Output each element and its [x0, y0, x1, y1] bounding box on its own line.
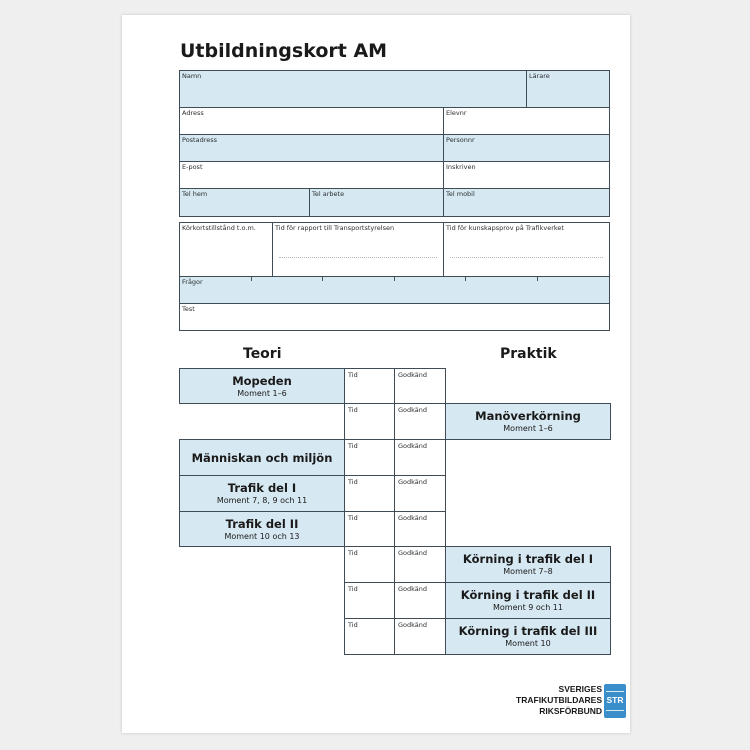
- time-cell[interactable]: [344, 475, 395, 512]
- theory-heading: Teori: [243, 346, 282, 362]
- address-label: Adress: [182, 109, 204, 117]
- dotted-line: [450, 257, 603, 258]
- phone-mobile-field[interactable]: [443, 188, 610, 217]
- approved-label: Godkänd: [398, 621, 428, 629]
- practice-item-subtitle: Moment 7–8: [503, 567, 553, 576]
- time-label: Tid: [348, 585, 358, 593]
- theory-item-title: Trafik del I: [227, 481, 297, 495]
- str-logo-icon: [604, 684, 626, 718]
- theory-item: [179, 475, 345, 512]
- approved-cell[interactable]: [394, 475, 446, 512]
- phone-home-label: Tel hem: [182, 190, 208, 198]
- teacher-field[interactable]: [526, 70, 610, 108]
- approved-label: Godkänd: [398, 406, 428, 414]
- practice-item-title: Körning i trafik del I: [462, 552, 594, 566]
- phone-home-field[interactable]: [179, 188, 310, 217]
- approved-cell[interactable]: [394, 403, 446, 440]
- organization-name: [474, 684, 602, 717]
- theory-item-title: Trafik del II: [225, 516, 299, 531]
- tick-mark: [465, 277, 466, 281]
- theory-item-subtitle: Moment 1–6: [237, 388, 287, 398]
- learner-permit-field[interactable]: [179, 222, 273, 277]
- approved-label: Godkänd: [398, 549, 428, 557]
- phone-work-label: Tel arbete: [312, 190, 345, 198]
- approved-cell[interactable]: [394, 618, 446, 655]
- test-label: Test: [182, 305, 195, 313]
- approved-label: Godkänd: [398, 371, 428, 379]
- postal-address-label: Postadress: [182, 136, 218, 144]
- time-label: Tid: [348, 406, 358, 414]
- time-cell[interactable]: [344, 368, 395, 404]
- knowledge-test-field[interactable]: [443, 222, 610, 277]
- approved-cell[interactable]: [394, 546, 446, 583]
- approved-cell[interactable]: [394, 511, 446, 547]
- theory-item-subtitle: Moment 10 och 13: [224, 531, 300, 541]
- email-field[interactable]: [179, 161, 444, 189]
- theory-item-subtitle: Moment 7, 8, 9 och 11: [216, 496, 308, 505]
- student-number-field[interactable]: [443, 107, 610, 135]
- time-cell[interactable]: [344, 439, 395, 476]
- organization-name-line: SVERIGES: [558, 684, 602, 694]
- name-label: Namn: [182, 72, 202, 80]
- form-title: Utbildningskort AM: [180, 40, 388, 62]
- theory-item: [179, 511, 345, 547]
- questions-label: Frågor: [182, 278, 203, 286]
- logo-stripe: [606, 691, 624, 692]
- teacher-label: Lärare: [529, 72, 550, 80]
- knowledge-test-label: Tid för kunskapsprov på Trafikverket: [446, 224, 564, 232]
- test-field[interactable]: [179, 303, 610, 331]
- practice-item-subtitle: Moment 9 och 11: [493, 603, 563, 612]
- time-label: Tid: [348, 442, 358, 450]
- approved-label: Godkänd: [398, 514, 428, 522]
- student-number-label: Elevnr: [446, 109, 467, 117]
- time-cell[interactable]: [344, 511, 395, 547]
- approved-label: Godkänd: [398, 585, 428, 593]
- time-label: Tid: [348, 478, 358, 486]
- theory-item-title: Människan och miljön: [191, 450, 333, 465]
- questions-field[interactable]: [179, 276, 610, 304]
- tick-mark: [537, 277, 538, 281]
- report-time-label: Tid för rapport till Transportstyrelsen: [275, 224, 395, 232]
- practice-item: [445, 546, 611, 583]
- approved-label: Godkänd: [398, 478, 428, 486]
- postal-address-field[interactable]: [179, 134, 444, 162]
- personal-number-field[interactable]: [443, 134, 610, 162]
- organization-name-line: RIKSFÖRBUND: [539, 706, 602, 716]
- phone-mobile-label: Tel mobil: [446, 190, 475, 198]
- logo-stripe: [606, 710, 624, 711]
- personal-number-label: Personnr: [446, 136, 475, 144]
- practice-item: [445, 403, 611, 440]
- time-label: Tid: [348, 549, 358, 557]
- logo-mark: STR: [606, 695, 624, 705]
- enrolled-label: Inskriven: [446, 163, 476, 171]
- approved-label: Godkänd: [398, 442, 428, 450]
- learner-permit-label: Körkortstillstånd t.o.m.: [182, 224, 256, 232]
- time-cell[interactable]: [344, 546, 395, 583]
- enrolled-field[interactable]: [443, 161, 610, 189]
- tick-mark: [394, 277, 395, 281]
- practice-item-title: Manöverkörning: [475, 409, 581, 423]
- theory-item: [179, 368, 345, 404]
- tick-mark: [322, 277, 323, 281]
- time-label: Tid: [348, 514, 358, 522]
- time-label: Tid: [348, 621, 358, 629]
- theory-item: [179, 439, 345, 476]
- practice-item-title: Körning i trafik del II: [460, 588, 596, 602]
- theory-item-title: Mopeden: [232, 373, 292, 388]
- time-label: Tid: [348, 371, 358, 379]
- email-label: E-post: [182, 163, 203, 171]
- practice-item-subtitle: Moment 10: [505, 639, 551, 648]
- report-time-field[interactable]: [272, 222, 444, 277]
- practice-item: [445, 582, 611, 619]
- practice-item: [445, 618, 611, 655]
- phone-work-field[interactable]: [309, 188, 444, 217]
- approved-cell[interactable]: [394, 582, 446, 619]
- name-field[interactable]: [179, 70, 527, 108]
- approved-cell[interactable]: [394, 439, 446, 476]
- time-cell[interactable]: [344, 582, 395, 619]
- tick-mark: [251, 277, 252, 281]
- approved-cell[interactable]: [394, 368, 446, 404]
- time-cell[interactable]: [344, 403, 395, 440]
- practice-item-title: Körning i trafik del III: [458, 624, 598, 638]
- organization-name-line: TRAFIKUTBILDARES: [516, 695, 602, 705]
- practice-item-subtitle: Moment 1–6: [503, 424, 553, 433]
- address-field[interactable]: [179, 107, 444, 135]
- dotted-line: [279, 257, 437, 258]
- practice-heading: Praktik: [500, 346, 557, 362]
- time-cell[interactable]: [344, 618, 395, 655]
